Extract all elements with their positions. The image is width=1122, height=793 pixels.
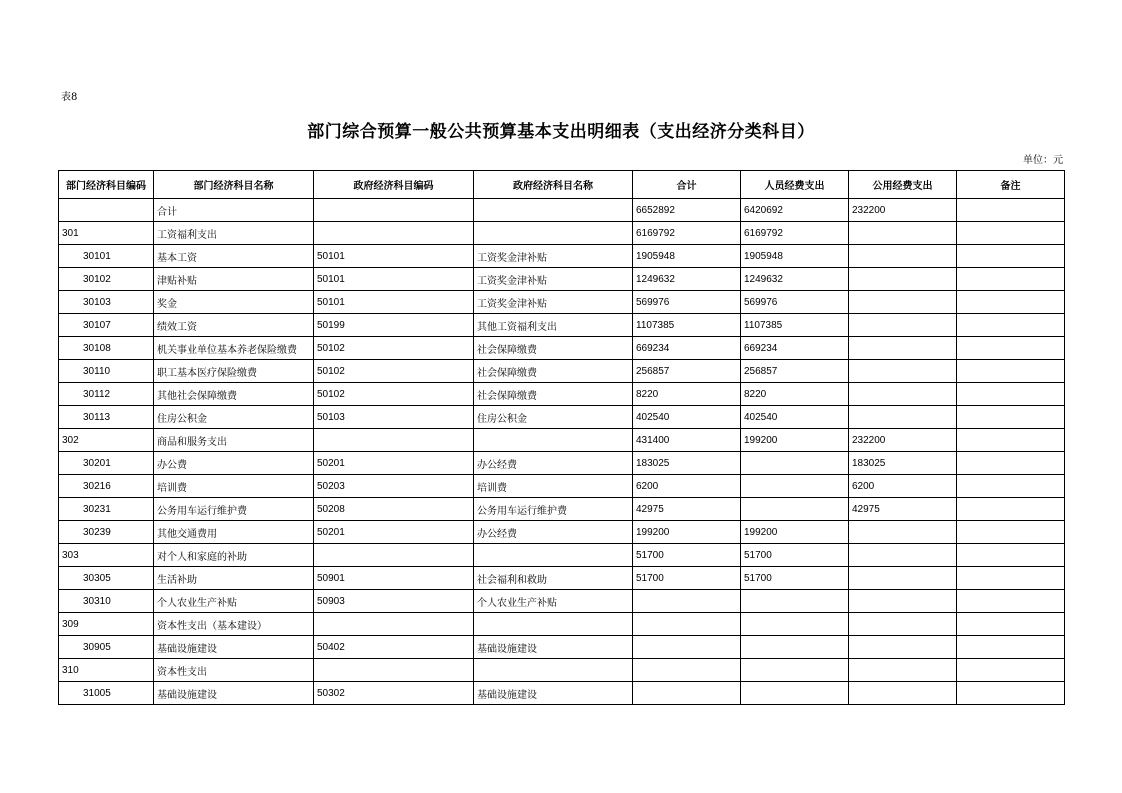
cell-public [849,337,957,360]
cell-note [957,567,1065,590]
cell-public: 42975 [849,498,957,521]
table-row [59,291,1065,314]
cell-dept-name: 基本工资 [154,245,314,268]
cell-note [957,636,1065,659]
cell-dept-name: 奖金 [154,291,314,314]
page-title: 部门综合预算一般公共预算基本支出明细表（支出经济分类科目） [307,122,815,142]
cell-personnel [741,613,849,636]
cell-public: 183025 [849,452,957,475]
table-row [59,360,1065,383]
cell-gov-name: 社会保障缴费 [474,337,633,360]
cell-note [957,245,1065,268]
table-row [59,590,1065,613]
table-row [59,636,1065,659]
cell-dept-code: 30305 [59,567,154,590]
header-dept-name: 部门经济科目名称 [154,171,314,199]
cell-public: 232200 [849,199,957,222]
cell-total: 669234 [633,337,741,360]
cell-total: 42975 [633,498,741,521]
cell-gov-code: 50302 [314,682,474,705]
cell-dept-name: 工资福利支出 [154,222,314,245]
header-note: 备注 [957,171,1065,199]
cell-gov-code: 50201 [314,521,474,544]
cell-personnel [741,498,849,521]
cell-total [633,590,741,613]
cell-gov-code [314,659,474,682]
header-total: 合计 [633,171,741,199]
cell-dept-name: 培训费 [154,475,314,498]
cell-dept-name: 公务用车运行维护费 [154,498,314,521]
table-row [59,498,1065,521]
cell-gov-code: 50102 [314,337,474,360]
cell-dept-code: 31005 [59,682,154,705]
budget-table [58,170,1065,705]
cell-personnel: 51700 [741,567,849,590]
cell-personnel: 669234 [741,337,849,360]
cell-personnel: 6420692 [741,199,849,222]
table-row [59,314,1065,337]
cell-gov-name: 工资奖金津补贴 [474,245,633,268]
cell-personnel: 569976 [741,291,849,314]
cell-public [849,314,957,337]
cell-public [849,544,957,567]
cell-dept-name: 绩效工资 [154,314,314,337]
cell-dept-code: 30101 [59,245,154,268]
cell-total: 402540 [633,406,741,429]
table-row [59,406,1065,429]
cell-total: 6200 [633,475,741,498]
cell-public [849,222,957,245]
cell-dept-code [59,199,154,222]
cell-personnel [741,475,849,498]
cell-dept-name: 办公费 [154,452,314,475]
table-row [59,475,1065,498]
cell-dept-name: 生活补助 [154,567,314,590]
cell-dept-name: 合计 [154,199,314,222]
cell-gov-name [474,544,633,567]
cell-dept-code: 310 [59,659,154,682]
cell-gov-code: 50901 [314,567,474,590]
cell-total: 6169792 [633,222,741,245]
cell-gov-code [314,199,474,222]
cell-note [957,475,1065,498]
cell-total: 1905948 [633,245,741,268]
table-number: 表8 [61,92,78,103]
cell-gov-name: 工资奖金津补贴 [474,268,633,291]
cell-note [957,498,1065,521]
cell-gov-name [474,199,633,222]
cell-personnel [741,636,849,659]
cell-gov-code: 50102 [314,383,474,406]
cell-gov-name: 个人农业生产补贴 [474,590,633,613]
cell-dept-name: 基础设施建设 [154,682,314,705]
cell-dept-code: 30231 [59,498,154,521]
cell-public: 6200 [849,475,957,498]
cell-note [957,291,1065,314]
cell-dept-name: 个人农业生产补贴 [154,590,314,613]
cell-total: 51700 [633,544,741,567]
table-row [59,567,1065,590]
cell-personnel: 199200 [741,429,849,452]
cell-dept-code: 30102 [59,268,154,291]
cell-public [849,613,957,636]
table-row [59,429,1065,452]
cell-personnel: 6169792 [741,222,849,245]
cell-gov-name: 培训费 [474,475,633,498]
cell-dept-name: 其他交通费用 [154,521,314,544]
cell-gov-code [314,544,474,567]
cell-personnel: 1249632 [741,268,849,291]
cell-public [849,682,957,705]
cell-gov-code: 50101 [314,268,474,291]
cell-personnel: 402540 [741,406,849,429]
cell-dept-name: 住房公积金 [154,406,314,429]
table-row [59,544,1065,567]
cell-dept-name: 机关事业单位基本养老保险缴费 [154,337,314,360]
cell-dept-name: 商品和服务支出 [154,429,314,452]
cell-dept-name: 其他社会保障缴费 [154,383,314,406]
cell-dept-code: 30905 [59,636,154,659]
cell-gov-name [474,429,633,452]
cell-public [849,521,957,544]
cell-public [849,245,957,268]
cell-note [957,521,1065,544]
cell-dept-code: 309 [59,613,154,636]
cell-personnel [741,590,849,613]
cell-total [633,682,741,705]
cell-total: 256857 [633,360,741,383]
cell-gov-code: 50101 [314,291,474,314]
cell-personnel: 1905948 [741,245,849,268]
cell-total: 431400 [633,429,741,452]
cell-gov-name: 社会福利和救助 [474,567,633,590]
cell-gov-code [314,613,474,636]
cell-dept-code: 30110 [59,360,154,383]
cell-dept-name: 津贴补贴 [154,268,314,291]
cell-public [849,590,957,613]
header-gov-code: 政府经济科目编码 [314,171,474,199]
cell-total: 1249632 [633,268,741,291]
table-row [59,452,1065,475]
table-row [59,268,1065,291]
cell-note [957,199,1065,222]
cell-total: 569976 [633,291,741,314]
cell-public [849,659,957,682]
cell-gov-code: 50101 [314,245,474,268]
table-row [59,245,1065,268]
cell-personnel [741,682,849,705]
cell-public [849,291,957,314]
cell-public [849,268,957,291]
cell-gov-code: 50402 [314,636,474,659]
cell-note [957,452,1065,475]
cell-gov-name: 住房公积金 [474,406,633,429]
cell-total: 8220 [633,383,741,406]
cell-gov-name [474,222,633,245]
cell-personnel: 256857 [741,360,849,383]
table-row [59,337,1065,360]
cell-dept-code: 302 [59,429,154,452]
cell-gov-name [474,613,633,636]
header-gov-name: 政府经济科目名称 [474,171,633,199]
cell-gov-code: 50102 [314,360,474,383]
cell-total [633,613,741,636]
table-row [59,659,1065,682]
cell-note [957,337,1065,360]
table-header-row [59,171,1065,199]
table-row [59,199,1065,222]
cell-dept-code: 30310 [59,590,154,613]
cell-dept-code: 30107 [59,314,154,337]
header-dept-code: 部门经济科目编码 [59,171,154,199]
cell-gov-name: 基础设施建设 [474,636,633,659]
cell-personnel: 51700 [741,544,849,567]
cell-note [957,383,1065,406]
table-row [59,222,1065,245]
cell-total: 183025 [633,452,741,475]
cell-total [633,636,741,659]
cell-note [957,406,1065,429]
cell-gov-name: 社会保障缴费 [474,383,633,406]
cell-total: 1107385 [633,314,741,337]
cell-note [957,590,1065,613]
cell-gov-name: 其他工资福利支出 [474,314,633,337]
cell-dept-code: 301 [59,222,154,245]
cell-note [957,314,1065,337]
cell-dept-code: 30239 [59,521,154,544]
cell-note [957,544,1065,567]
cell-gov-code: 50103 [314,406,474,429]
cell-gov-code: 50201 [314,452,474,475]
cell-dept-name: 资本性支出（基本建设） [154,613,314,636]
cell-public [849,636,957,659]
cell-note [957,222,1065,245]
cell-note [957,268,1065,291]
cell-dept-code: 30113 [59,406,154,429]
cell-note [957,429,1065,452]
cell-public [849,360,957,383]
table-row [59,521,1065,544]
cell-dept-name: 基础设施建设 [154,636,314,659]
cell-personnel [741,452,849,475]
cell-note [957,659,1065,682]
header-personnel: 人员经费支出 [741,171,849,199]
cell-public [849,567,957,590]
header-public: 公用经费支出 [849,171,957,199]
cell-note [957,360,1065,383]
cell-total: 199200 [633,521,741,544]
cell-gov-code: 50208 [314,498,474,521]
cell-gov-code [314,429,474,452]
cell-dept-name: 资本性支出 [154,659,314,682]
cell-public [849,406,957,429]
cell-public: 232200 [849,429,957,452]
cell-dept-code: 30103 [59,291,154,314]
cell-gov-name [474,659,633,682]
cell-dept-code: 30201 [59,452,154,475]
cell-dept-code: 30112 [59,383,154,406]
table-row [59,682,1065,705]
cell-dept-name: 对个人和家庭的补助 [154,544,314,567]
cell-gov-name: 工资奖金津补贴 [474,291,633,314]
cell-gov-name: 社会保障缴费 [474,360,633,383]
cell-personnel [741,659,849,682]
unit-label: 单位：元 [1023,155,1063,166]
cell-total: 51700 [633,567,741,590]
table-row [59,383,1065,406]
cell-gov-code: 50199 [314,314,474,337]
cell-gov-code: 50903 [314,590,474,613]
cell-dept-name: 职工基本医疗保险缴费 [154,360,314,383]
cell-public [849,383,957,406]
cell-total [633,659,741,682]
cell-dept-code: 30108 [59,337,154,360]
cell-gov-name: 基础设施建设 [474,682,633,705]
cell-gov-name: 公务用车运行维护费 [474,498,633,521]
cell-note [957,613,1065,636]
cell-total: 6652892 [633,199,741,222]
table-row [59,613,1065,636]
cell-dept-code: 30216 [59,475,154,498]
cell-gov-code: 50203 [314,475,474,498]
cell-gov-code [314,222,474,245]
cell-note [957,682,1065,705]
cell-gov-name: 办公经费 [474,452,633,475]
cell-personnel: 1107385 [741,314,849,337]
cell-dept-code: 303 [59,544,154,567]
cell-gov-name: 办公经费 [474,521,633,544]
cell-personnel: 199200 [741,521,849,544]
cell-personnel: 8220 [741,383,849,406]
